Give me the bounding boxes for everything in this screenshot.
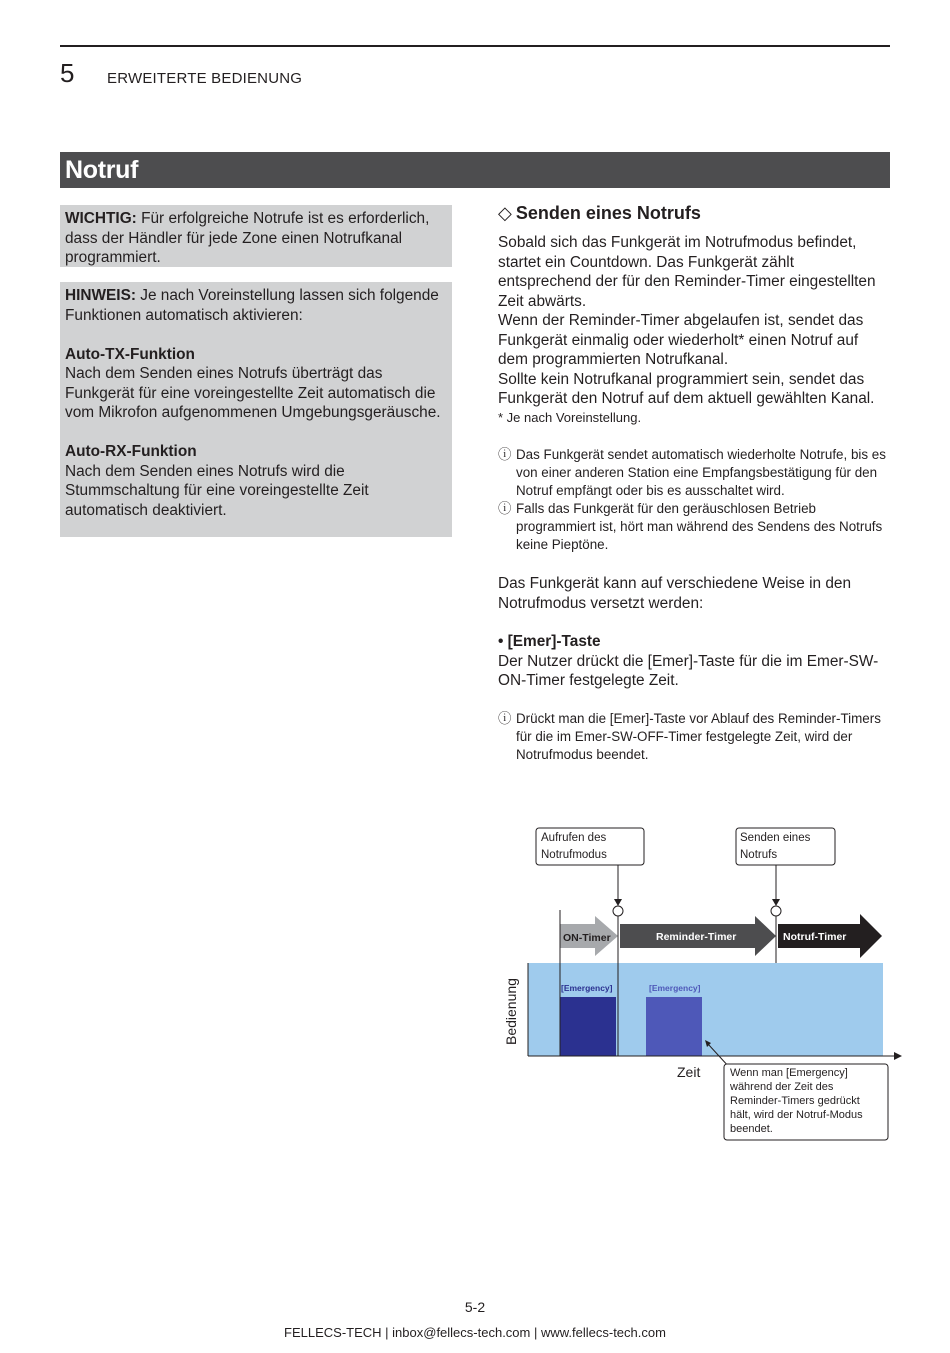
paragraph-modes: Das Funkgerät kann auf verschiedene Weise in den Notrufmodus versetzt werden: (498, 575, 852, 612)
arrow-reminder-timer-label: Reminder-Timer (656, 931, 737, 943)
auto-tx-title: Auto-TX-Funktion (65, 345, 195, 363)
top-rule (60, 45, 890, 47)
marker-enter (613, 906, 623, 916)
section-title: Notruf (60, 152, 890, 188)
info-item-silent: ⓘ Falls das Funkgerät für den geräuschlosen Betrieb programmiert ist, hört man während des Sendens des Notrufs keine Pieptöne. (498, 501, 883, 552)
chapter-number: 5 (60, 58, 75, 88)
paragraph-countdown: Sobald sich das Funkgerät im Notrufmodus befindet, startet ein Countdown. Das Funkgerät zählt entsprechend der für den Reminder-Timer eingestellten Zeit abwärts. (498, 234, 876, 310)
x-axis-arrowhead (894, 1052, 902, 1060)
info-icon: ⓘ (498, 710, 512, 726)
paragraph-reminder-expired: Wenn der Reminder-Timer abgelaufen ist, sendet das Funkgerät einmalig oder wiederholt* einen Notruf auf dem programmierten Notrufkanal. (498, 312, 864, 368)
emergency-block-1-label: [Emergency] (561, 983, 613, 993)
info-icon: ⓘ (498, 447, 512, 462)
info-icon: ⓘ (498, 501, 512, 516)
emergency-block-2-label: [Emergency] (649, 983, 701, 993)
arrow-on-timer-label: ON-Timer (563, 932, 611, 944)
note-line-5: beendet. (730, 1123, 773, 1135)
note-line-1: Wenn man [Emergency] (730, 1067, 848, 1079)
emergency-timing-diagram (498, 822, 918, 1152)
note-line-3: Reminder-Timers gedrückt (730, 1095, 860, 1107)
emergency-block-2 (646, 997, 702, 1056)
paragraph-no-channel: Sollte kein Notrufkanal programmiert sein, sendet das Funkgerät den Notruf auf dem aktuell gewählten Kanal. (498, 370, 875, 407)
page-number: 5-2 (464, 1299, 486, 1315)
x-axis-label: Zeit (677, 1064, 701, 1080)
chapter-title: ERWEITERTE BEDIENUNG (107, 70, 303, 87)
pointer-enter-arrowhead (614, 899, 622, 906)
callout-enter-line2: Notrufmodus (541, 849, 607, 861)
diamond-icon: ◇ (498, 203, 512, 223)
info-item-cancel: ⓘ Drückt man die [Emer]-Taste vor Ablauf des Reminder-Timers für die im Emer-SW-OFF-Timer festgelegte Zeit, wird der Notrufmodus beendet. (498, 710, 881, 762)
important-text: WICHTIG: Für erfolgreiche Notrufe ist es erforderlich, dass der Händler für jede Zone einen Notrufkanal programmiert. (65, 210, 430, 266)
emergency-block-1 (560, 997, 616, 1056)
hint-box (60, 282, 452, 537)
auto-rx-text: Nach dem Senden eines Notrufs wird die Stummschaltung für eine voreingestellte Zeit automatisch deaktiviert. (65, 462, 369, 519)
footer-contact: FELLECS-TECH | inbox@fellecs-tech.com | www.fellecs-tech.com (284, 1325, 666, 1340)
important-label: WICHTIG: (65, 210, 137, 227)
pointer-send-arrowhead (772, 899, 780, 906)
callout-enter-line1: Aufrufen des (541, 832, 607, 844)
hint-text: HINWEIS: Je nach Voreinstellung lassen sich folgende Funktionen automatisch aktivieren: (65, 287, 439, 324)
subsection-heading: ◇ Senden eines Notrufs (498, 203, 701, 223)
note-line-2: während der Zeit des (730, 1081, 834, 1093)
emer-key-title: • [Emer]-Taste (498, 633, 601, 650)
hint-label: HINWEIS: (65, 287, 136, 304)
footnote: * Je nach Voreinstellung. (498, 409, 642, 425)
y-axis-label: Bedienung (503, 978, 519, 1045)
right-column (498, 200, 890, 764)
emer-key-text: Der Nutzer drückt die [Emer]-Taste für die im Emer-SW-ON-Timer festgelegte Zeit. (498, 652, 879, 689)
important-box (60, 205, 452, 267)
auto-rx-title: Auto-RX-Funktion (65, 443, 197, 460)
callout-send-line2: Notrufs (740, 849, 778, 861)
auto-tx-text: Nach dem Senden eines Notrufs überträgt das Funkgerät für eine voreingestellte Zeit automatisch die vom Mikrofon aufgenommenen Umgebungsgeräusche. (65, 365, 441, 421)
note-line-4: hält, wird der Notruf-Modus (730, 1109, 863, 1121)
info-item-repeat: ⓘ Das Funkgerät sendet automatisch wiederholte Notrufe, bis es von einer anderen Station eine Empfangsbestätigung für den Notruf empfängt oder bis es ausschaltet wird. (498, 447, 886, 498)
callout-send-line1: Senden eines (740, 832, 811, 844)
marker-send (771, 906, 781, 916)
arrow-notruf-timer-label: Notruf-Timer (783, 931, 847, 943)
